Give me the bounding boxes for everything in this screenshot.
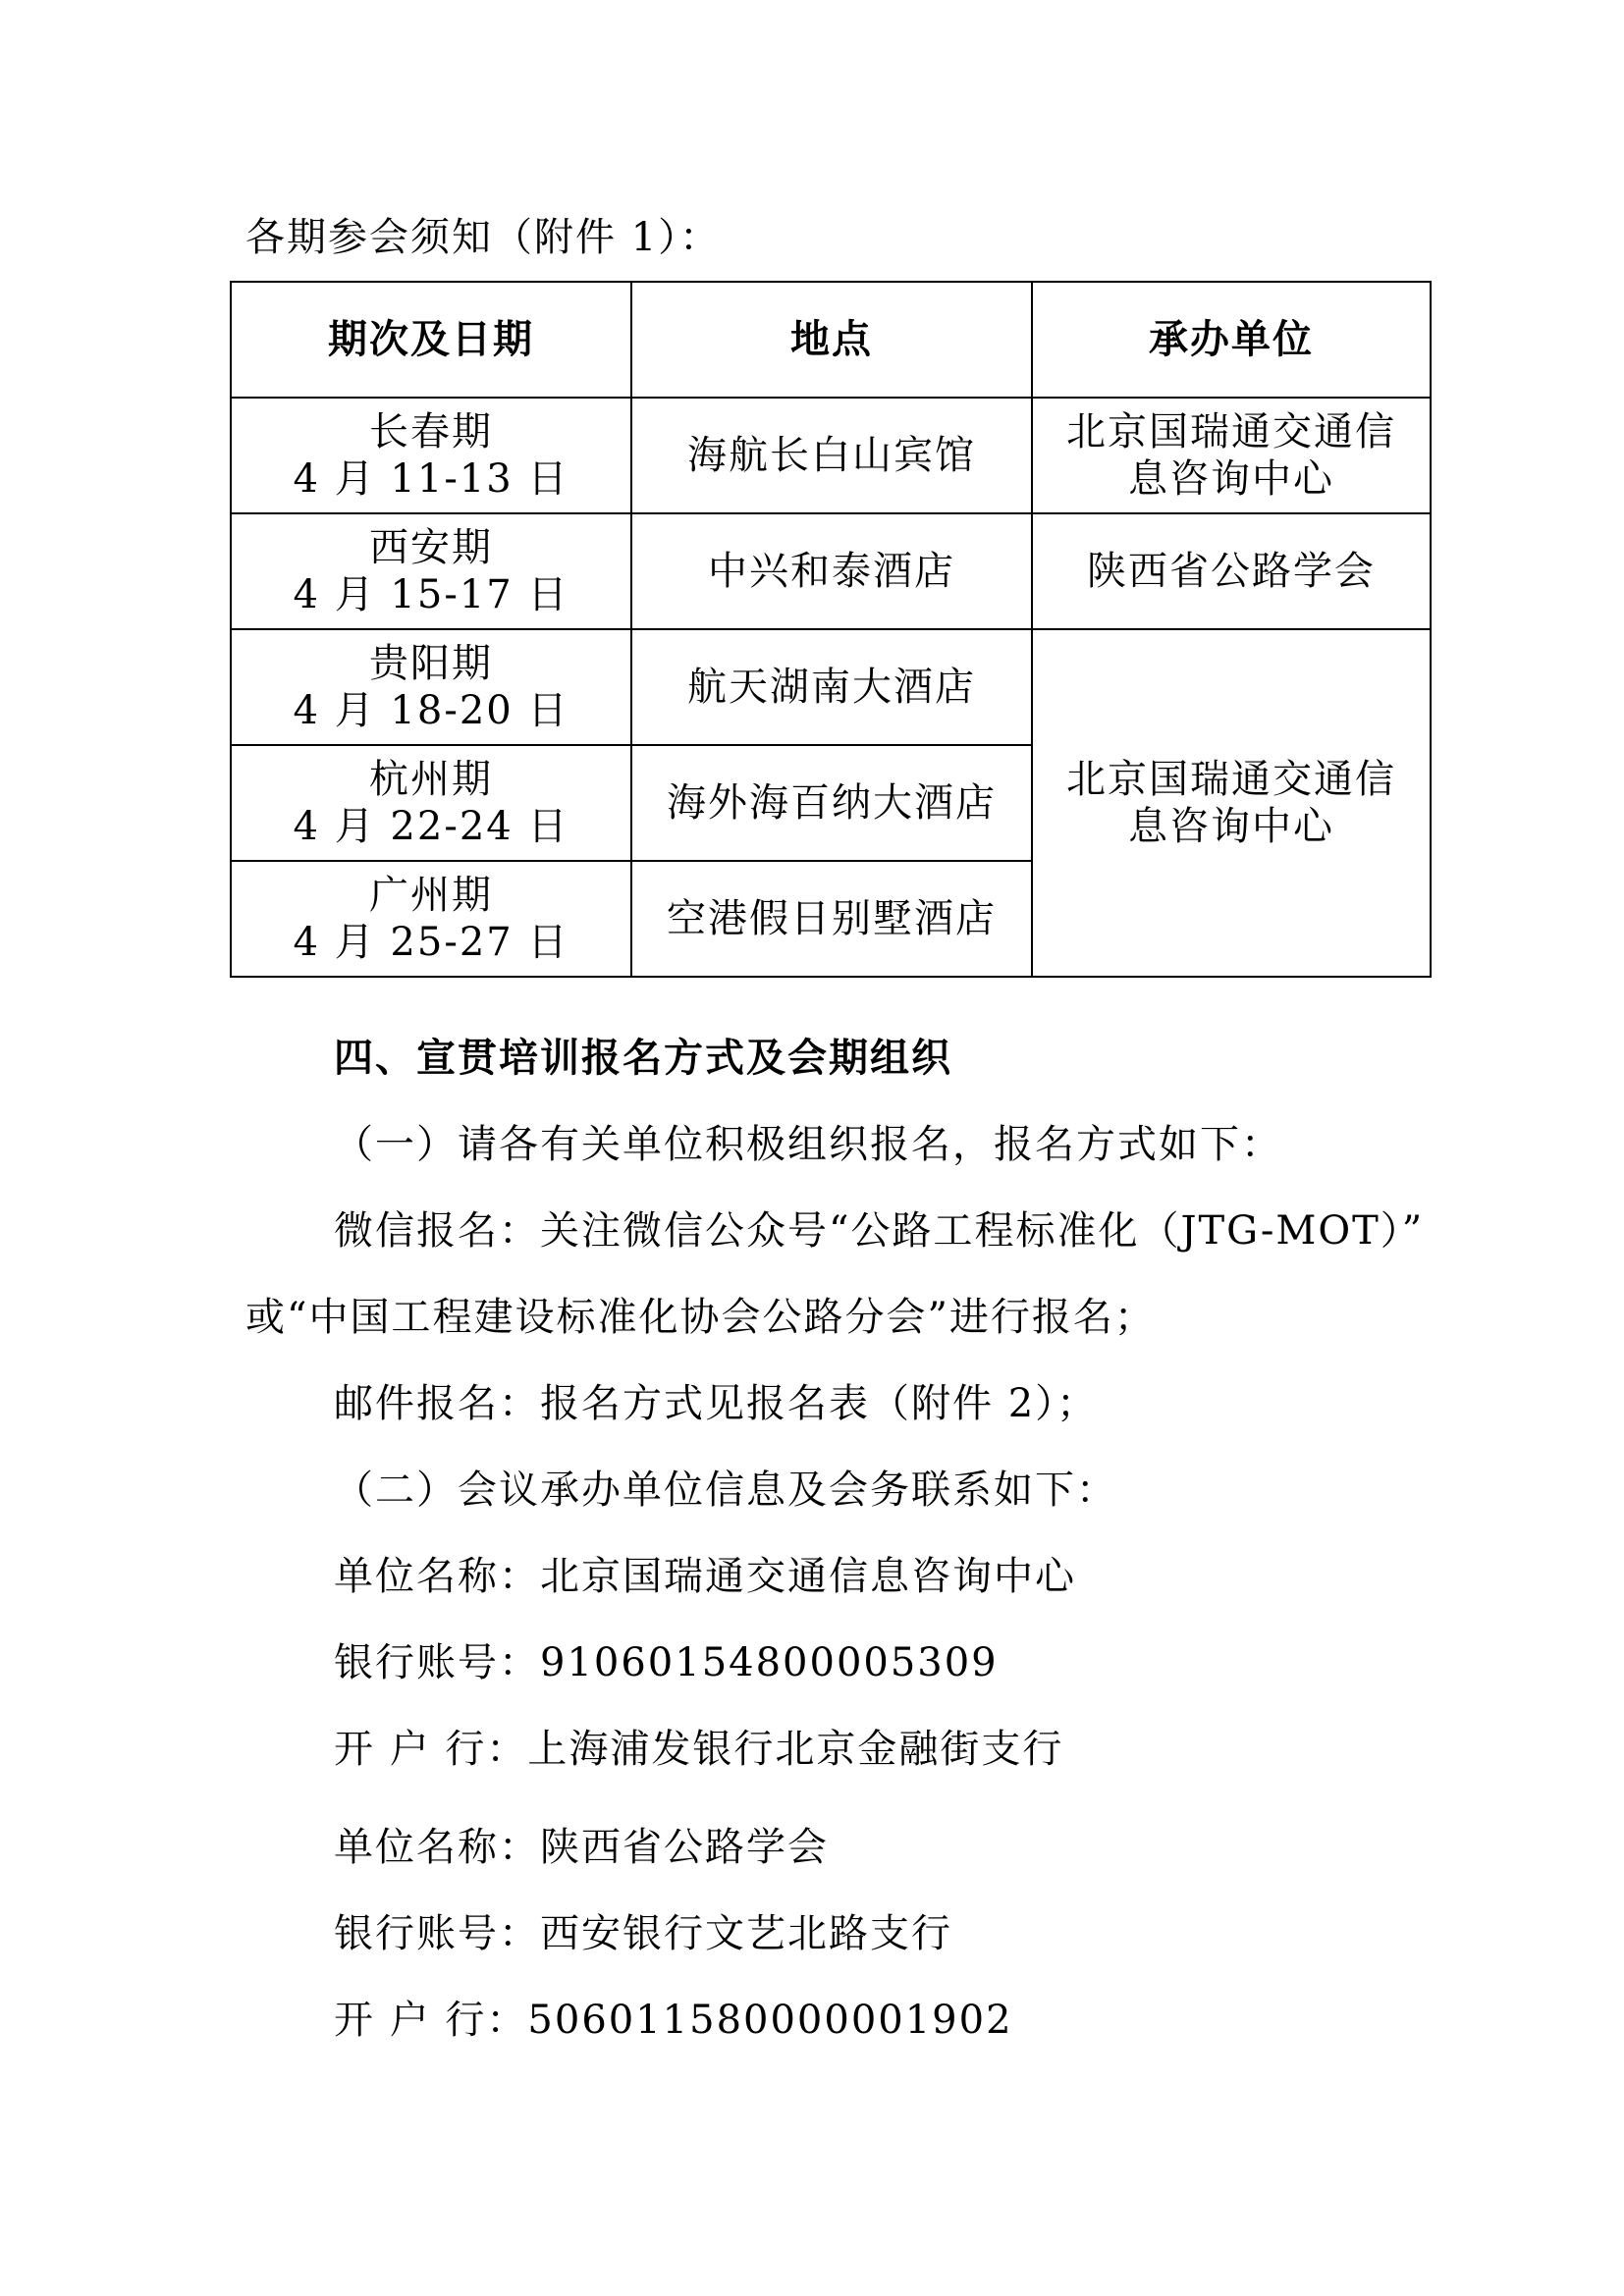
email-registration-line: 邮件报名：报名方式见报名表（附件 2）； [334, 1381, 1099, 1426]
table-row [231, 398, 1431, 513]
organizer-merged-cell [1032, 629, 1431, 977]
org2-account: 银行账号：西安银行文艺北路支行 [334, 1911, 952, 1956]
table-row [231, 629, 1431, 745]
schedule-table [230, 281, 1432, 978]
organizer-line: 息咨询中心 [1128, 804, 1334, 849]
period-date: 4 月 18-20 日 [293, 688, 569, 733]
organizer-cell [1032, 398, 1431, 513]
period-date: 4 月 22-24 日 [293, 804, 569, 849]
org2-name: 单位名称：陕西省公路学会 [334, 1825, 829, 1870]
section-heading: 四、宣贯培训报名方式及会期组织 [334, 1036, 952, 1081]
period-name: 西安期 [369, 525, 493, 570]
wechat-registration-continued: 或“中国工程建设标准化协会公路分会”进行报名； [245, 1295, 1156, 1340]
period-name: 广州期 [369, 873, 493, 918]
period-name: 贵阳期 [369, 641, 493, 686]
venue-cell: 海外海百纳大酒店 [631, 745, 1032, 861]
venue-cell: 空港假日别墅酒店 [631, 861, 1032, 977]
table-row [231, 513, 1431, 629]
period-date: 4 月 15-17 日 [293, 572, 569, 617]
subsection-2-heading: （二）会议承办单位信息及会务联系如下： [334, 1468, 1117, 1513]
venue-cell: 中兴和泰酒店 [631, 513, 1032, 629]
org1-name: 单位名称：北京国瑞通交通信息咨询中心 [334, 1554, 1076, 1599]
organizer-cell: 陕西省公路学会 [1032, 513, 1431, 629]
organizer-line: 北京国瑞通交通信 [1066, 757, 1396, 802]
header-organizer: 承办单位 [1032, 282, 1431, 398]
period-cell [231, 513, 631, 629]
period-date: 4 月 25-27 日 [293, 920, 569, 965]
attachment-intro: 各期参会须知（附件 1）： [245, 215, 722, 260]
org2-bank: 开 户 行：506011580000001902 [334, 1998, 1013, 2043]
org1-account: 银行账号：91060154800005309 [334, 1640, 999, 1685]
period-cell [231, 629, 631, 745]
period-name: 长春期 [369, 409, 493, 454]
header-venue: 地点 [631, 282, 1032, 398]
wechat-registration-line: 微信报名：关注微信公众号“公路工程标准化（JTG-MOT）” [334, 1208, 1425, 1254]
organizer-line: 北京国瑞通交通信 [1066, 409, 1396, 454]
period-cell [231, 861, 631, 977]
organizer-line: 息咨询中心 [1128, 456, 1334, 502]
org1-bank: 开 户 行：上海浦发银行北京金融街支行 [334, 1727, 1064, 1772]
venue-cell: 海航长白山宾馆 [631, 398, 1032, 513]
period-date: 4 月 11-13 日 [293, 456, 569, 502]
period-cell [231, 398, 631, 513]
venue-cell: 航天湖南大酒店 [631, 629, 1032, 745]
subsection-1-heading: （一）请各有关单位积极组织报名，报名方式如下： [334, 1122, 1282, 1167]
table-header-row [231, 282, 1431, 398]
period-cell [231, 745, 631, 861]
period-name: 杭州期 [369, 757, 493, 802]
header-period-date: 期次及日期 [231, 282, 631, 398]
